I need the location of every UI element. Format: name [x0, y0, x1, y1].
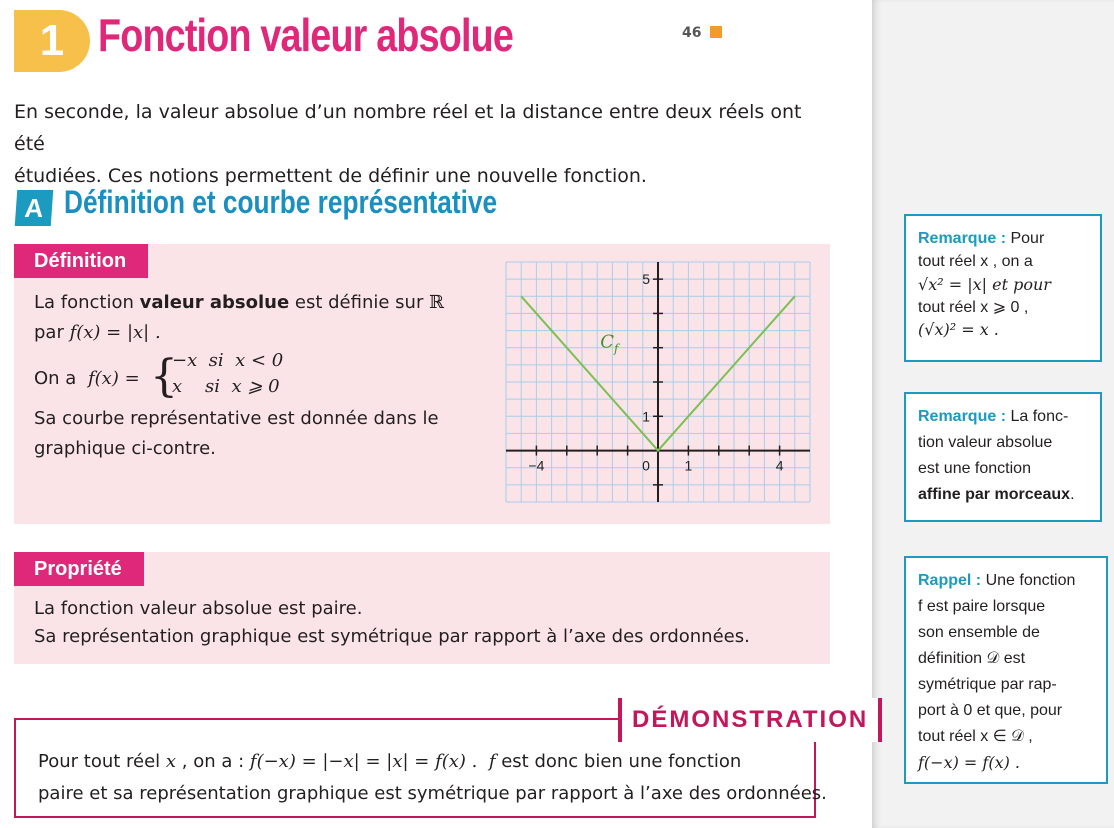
definition-l1-bold: valeur absolue [139, 292, 290, 313]
propriete-line-1: La fonction valeur absolue est paire. [34, 598, 363, 619]
rappel-line-6: port à 0 et que, pour [918, 702, 1063, 719]
remarque-2-line-3: est une fonction [918, 460, 1031, 477]
remarque-1-l1: Pour [1006, 230, 1045, 247]
definition-l2-math: f(x) = |x| . [69, 322, 161, 343]
sidebar-remarque-2 [904, 392, 1102, 522]
propriete-tag: Propriété [14, 552, 144, 586]
abs-value-graph [500, 256, 816, 508]
intro-paragraph [14, 96, 834, 192]
rappel-line-1 [918, 568, 1096, 594]
definition-case-2: x si x ⩾ 0 [172, 376, 280, 397]
section-title: Définition et courbe représentative [64, 184, 498, 220]
remarque-1-line-5: (√x)² = x . [918, 320, 999, 339]
propriete-line-2: Sa représentation graphique est symétrique par rapport à l’axe des ordonnées. [34, 626, 750, 647]
sidebar-rappel [904, 556, 1108, 784]
definition-case-1: −x si x < 0 [172, 350, 284, 371]
demo-l1-a: Pour tout réel [38, 751, 166, 772]
definition-line-4: Sa courbe représentative est donnée dans le [34, 408, 439, 429]
definition-line-5: graphique ci-contre. [34, 438, 216, 459]
section-letter: A [15, 190, 54, 226]
definition-line-2 [34, 318, 161, 348]
curve-label: $C_f$ [600, 332, 621, 356]
y-tick-label: 1 [642, 408, 650, 425]
remarque-2-line-4 [918, 482, 1090, 508]
remarque-1-line-1 [918, 226, 1090, 252]
rappel-line-8: f(−x) = f(x) . [918, 753, 1021, 772]
demo-l1-math: f(−x) = |−x| = |x| = f(x) . [249, 751, 478, 772]
demo-l1-x: x [165, 751, 177, 772]
rappel-line-2: f est paire lorsque [918, 598, 1046, 615]
x-tick-label: 4 [775, 457, 784, 474]
x-tick-label: 1 [684, 457, 693, 474]
remarque-2-line-1 [918, 404, 1090, 430]
rappel-line-4: définition 𝒟 est [918, 650, 1026, 667]
demonstration-line-2: paire et sa représentation graphique est symétrique par rapport à l’axe des ordonnées. [38, 783, 827, 804]
page-reference-square-icon [710, 26, 722, 38]
curve-label-subscript: f [614, 341, 619, 356]
demo-l1-f: f [488, 751, 496, 772]
remarque-2-label: Remarque : [918, 408, 1007, 425]
definition-l2-a: par [34, 322, 70, 343]
remarque-1-label: Remarque : [918, 230, 1007, 247]
demo-l1-b: , on a : [176, 751, 250, 772]
page-reference[interactable]: 46 [682, 25, 702, 41]
rappel-label: Rappel : [918, 572, 982, 589]
remarque-2-line-2: tion valeur absolue [918, 434, 1053, 451]
remarque-1-line-2: tout réel x , on a [918, 253, 1033, 270]
intro-line-1: En seconde, la valeur absolue d’un nombre réel et la distance entre deux réels ont été [14, 101, 802, 155]
remarque-2-end: . [1070, 486, 1075, 503]
y-tick-label: 5 [642, 271, 650, 288]
definition-tag: Définition [14, 244, 148, 278]
rappel-line-3: son ensemble de [918, 624, 1040, 641]
remarque-2-bold: affine par morceaux [918, 486, 1071, 503]
demonstration-line-1 [38, 746, 741, 778]
x-tick-label: 0 [642, 457, 650, 474]
definition-l3-a: On a [34, 368, 77, 389]
definition-l1-b: est définie sur [289, 292, 430, 313]
demonstration-tag: DÉMONSTRATION [618, 698, 882, 742]
definition-l1-a: La fonction [34, 292, 140, 313]
real-set-symbol: ℝ [429, 292, 445, 313]
x-tick-label: −4 [528, 457, 545, 474]
remarque-1-line-4: tout réel x ⩾ 0 , [918, 299, 1029, 316]
intro-line-2: étudiées. Ces notions permettent de définir une nouvelle fonction. [14, 165, 647, 187]
sidebar-remarque-1 [904, 214, 1102, 362]
chapter-number-badge: 1 [14, 10, 90, 72]
demo-l1-c: est donc bien une fonction [495, 751, 742, 772]
piecewise-brace: { [150, 351, 178, 402]
definition-l3-lhs: f(x) = [88, 368, 140, 389]
rappel-l1: Une fonction [981, 572, 1076, 589]
rappel-line-5: symétrique par rap- [918, 676, 1057, 693]
definition-line-1 [34, 288, 444, 318]
chapter-title: Fonction valeur absolue [98, 9, 513, 61]
rappel-line-7: tout réel x ∈ 𝒟 , [918, 728, 1033, 745]
remarque-2-l1: La fonc- [1006, 408, 1069, 425]
remarque-1-line-3: √x² = |x| et pour [918, 275, 1051, 294]
